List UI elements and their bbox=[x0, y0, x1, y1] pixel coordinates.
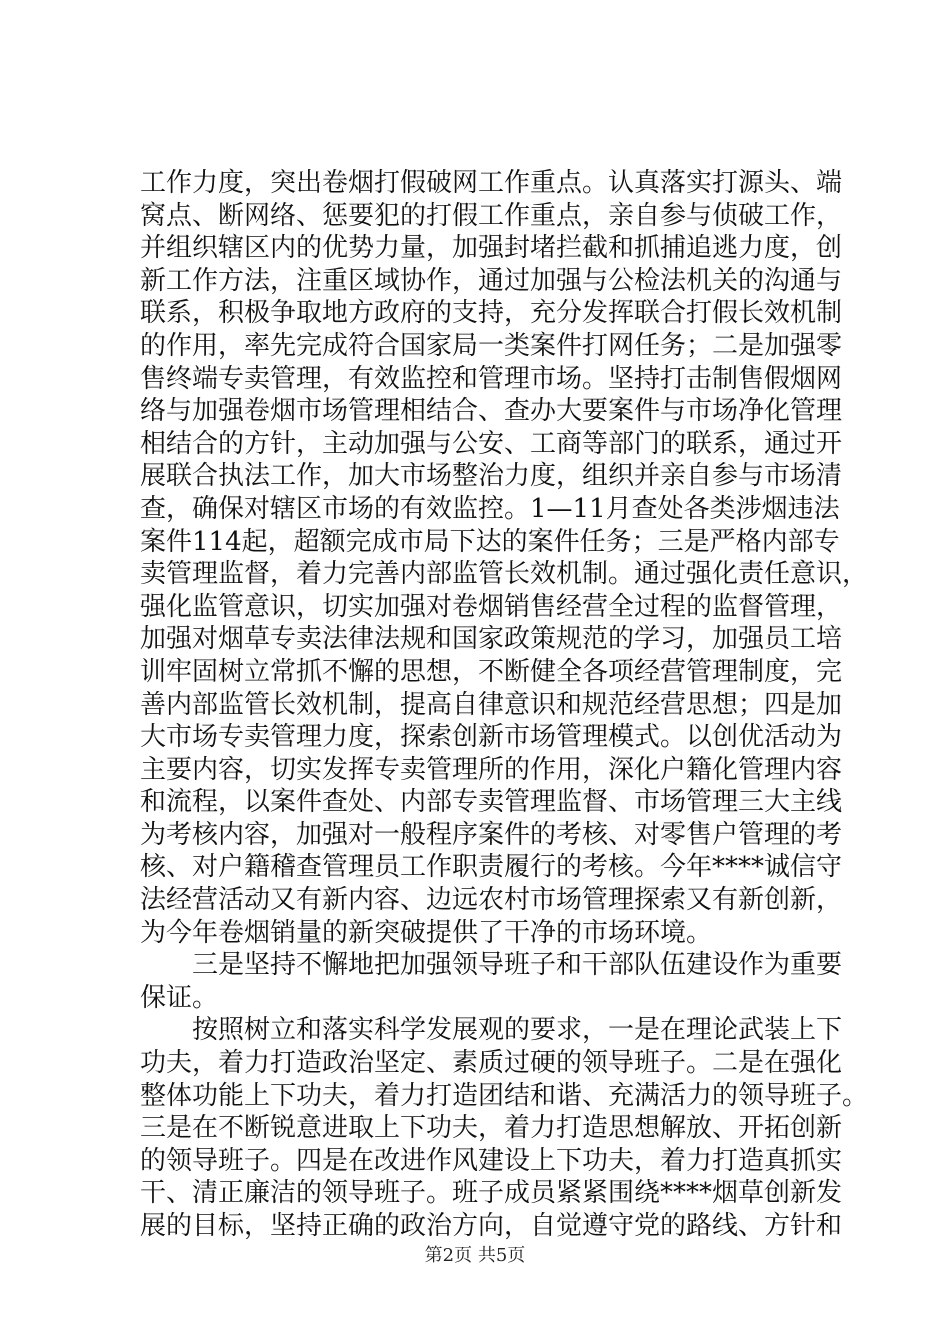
text-line: 展的目标，坚持正确的政治方向，自觉遵守党的路线、方针和 bbox=[140, 1211, 843, 1241]
text-line: 为今年卷烟销量的新突破提供了干净的市场环境。 bbox=[140, 917, 713, 948]
text-line: 训牢固树立常抓不懈的思想，不断健全各项经营管理制度，完 bbox=[140, 656, 843, 687]
text-line: 整体功能上下功夫，着力打造团结和谐、充满活力的领导班子。 bbox=[140, 1080, 869, 1111]
text-line: 售终端专卖管理，有效监控和管理市场。坚持打击制售假烟网 bbox=[140, 363, 843, 394]
text-line: 案件114起，超额完成市局下达的案件任务；三是严格内部专 bbox=[140, 526, 840, 557]
text-line: 和流程，以案件查处、内部专卖管理监督、市场管理三大主线 bbox=[140, 787, 843, 818]
text-line: 善内部监管长效机制，提高自律意识和规范经营思想；四是加 bbox=[140, 689, 843, 720]
text-line: 络与加强卷烟市场管理相结合、查办大要案件与市场净化管理 bbox=[140, 396, 843, 427]
text-line: 窝点、断网络、惩要犯的打假工作重点，亲自参与侦破工作， bbox=[140, 200, 843, 231]
body-text bbox=[140, 167, 869, 1243]
text-line: 查，确保对辖区市场的有效监控。1—11月查处各类涉烟违法 bbox=[140, 493, 840, 524]
text-line: 法经营活动又有新内容、边远农村市场管理探索又有新创新， bbox=[140, 885, 843, 916]
text-line: 展联合执法工作，加大市场整治力度，组织并亲自参与市场清 bbox=[140, 461, 843, 492]
text-line: 保证。 bbox=[140, 982, 219, 1013]
text-line: 核、对户籍稽查管理员工作职责履行的考核。今年****诚信守 bbox=[140, 852, 843, 883]
text-line: 的作用，率先完成符合国家局一类案件打网任务；二是加强零 bbox=[140, 330, 843, 361]
text-line: 加强对烟草专卖法律法规和国家政策规范的学习，加强员工培 bbox=[140, 624, 843, 655]
text-line: 的领导班子。四是在改进作风建设上下功夫，着力打造真抓实 bbox=[140, 1145, 843, 1176]
text-line: 主要内容，切实发挥专卖管理所的作用，深化户籍化管理内容 bbox=[140, 754, 843, 785]
text-line: 大市场专卖管理力度，探索创新市场管理模式。以创优活动为 bbox=[140, 722, 843, 753]
page-footer: 第2页 共5页 bbox=[424, 1245, 526, 1266]
text-line: 卖管理监督，着力完善内部监管长效机制。通过强化责任意识， bbox=[140, 559, 869, 590]
text-line: 工作力度，突出卷烟打假破网工作重点。认真落实打源头、端 bbox=[140, 168, 843, 198]
text-line: 三是在不断锐意进取上下功夫，着力打造思想解放、开拓创新 bbox=[140, 1113, 843, 1144]
text-line: 并组织辖区内的优势力量，加强封堵拦截和抓捕追逃力度，创 bbox=[140, 233, 843, 264]
text-line: 新工作方法，注重区域协作，通过加强与公检法机关的沟通与 bbox=[140, 265, 843, 296]
text-line: 干、清正廉洁的领导班子。班子成员紧紧围绕****烟草创新发 bbox=[140, 1178, 843, 1209]
text-line: 强化监管意识，切实加强对卷烟销售经营全过程的监督管理， bbox=[140, 591, 843, 622]
text-line: 相结合的方针，主动加强与公安、工商等部门的联系，通过开 bbox=[140, 428, 843, 459]
text-line: 功夫，着力打造政治坚定、素质过硬的领导班子。二是在强化 bbox=[140, 1048, 843, 1079]
text-line: 按照树立和落实科学发展观的要求，一是在理论武装上下 bbox=[140, 1015, 843, 1046]
text-line: 为考核内容，加强对一般程序案件的考核、对零售户管理的考 bbox=[140, 819, 843, 850]
text-line: 联系，积极争取地方政府的支持，充分发挥联合打假长效机制 bbox=[140, 298, 843, 329]
text-line: 三是坚持不懈地把加强领导班子和干部队伍建设作为重要 bbox=[140, 950, 843, 981]
